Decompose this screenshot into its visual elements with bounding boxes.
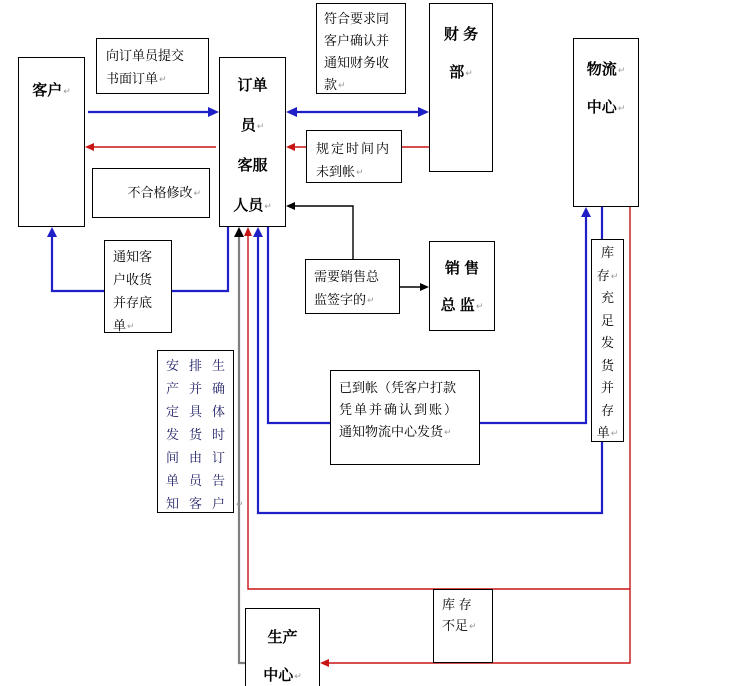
customer-box (18, 57, 85, 227)
payment-not-arrived-label: 规定时间内 未到帐↵ (306, 130, 402, 183)
sales-title-line: 销 售 (444, 260, 480, 277)
unqualified-modify-label: 不合格修改↵ (92, 168, 210, 218)
production-title-line: 中心↵ (263, 667, 302, 684)
order-clerk-box (219, 57, 286, 227)
arrowhead-up-into-customer (47, 227, 57, 237)
arrowhead-up-into-clerk-blue (253, 227, 263, 237)
stock-insufficient-label: 库 存 不足↵ (433, 589, 493, 663)
production-center-box (245, 608, 320, 686)
arrange-production-label: 安排生 产并确 定具体 发货时 间由订 单员告 知客户↵ (157, 350, 234, 513)
arrowhead-left-into-clerk (286, 107, 297, 117)
arrowhead-left-into-clerk-red (286, 143, 295, 151)
logistics-center-box (573, 38, 639, 207)
notify-customer-receive-label: 通知客 户收货 并存底 单↵ (104, 240, 172, 333)
arrowhead-up-into-logistics (581, 207, 591, 217)
line-production-to-clerk (239, 235, 245, 663)
arrowhead-left-into-customer (85, 143, 94, 151)
arrowhead-right-into-salesdirector (420, 283, 429, 291)
stock-sufficient-ship-label: 库 存↵ 充 足 发 货 并 存 单↵ (591, 239, 624, 442)
payment-arrived-label: 已到帐（凭客户打款 凭单并确认到账） 通知物流中心发货↵ (330, 370, 480, 465)
production-title-line: 生产 (267, 629, 298, 646)
logistics-title-line: 物流↵ (586, 61, 626, 78)
finance-dept-box (429, 3, 493, 172)
need-director-signature-label: 需要销售总 监签字的↵ (305, 259, 400, 314)
sales-title-line: 总 监↵ (440, 297, 484, 314)
gray-flow-lines (234, 227, 245, 663)
meets-requirements-label: 符合要求同 客户确认并 通知财务收 款↵ (316, 3, 406, 94)
clerk-title-line: 订单 (237, 77, 268, 94)
arrowhead-up-into-clerk-gray (234, 227, 244, 237)
line-signature-to-clerk (294, 206, 353, 259)
logistics-title-line: 中心↵ (586, 99, 626, 116)
customer-title: 客户↵ (32, 82, 71, 99)
submit-written-order-label: 向订单员提交 书面订单↵ (96, 38, 209, 94)
arrowhead-right-into-finance (418, 107, 429, 117)
clerk-title-line: 客服 (237, 157, 268, 174)
finance-title-line: 财 务 (443, 26, 479, 43)
clerk-title-line: 员↵ (240, 117, 265, 134)
clerk-title-line: 人员↵ (233, 197, 272, 214)
sales-director-box (429, 241, 495, 331)
arrowhead-up-into-clerk-red (244, 227, 252, 236)
finance-title-line: 部↵ (449, 64, 473, 81)
arrowhead-left-into-production (320, 659, 329, 667)
arrowhead-right-into-clerk (208, 107, 219, 117)
arrowhead-left-into-clerk-black (286, 202, 295, 210)
